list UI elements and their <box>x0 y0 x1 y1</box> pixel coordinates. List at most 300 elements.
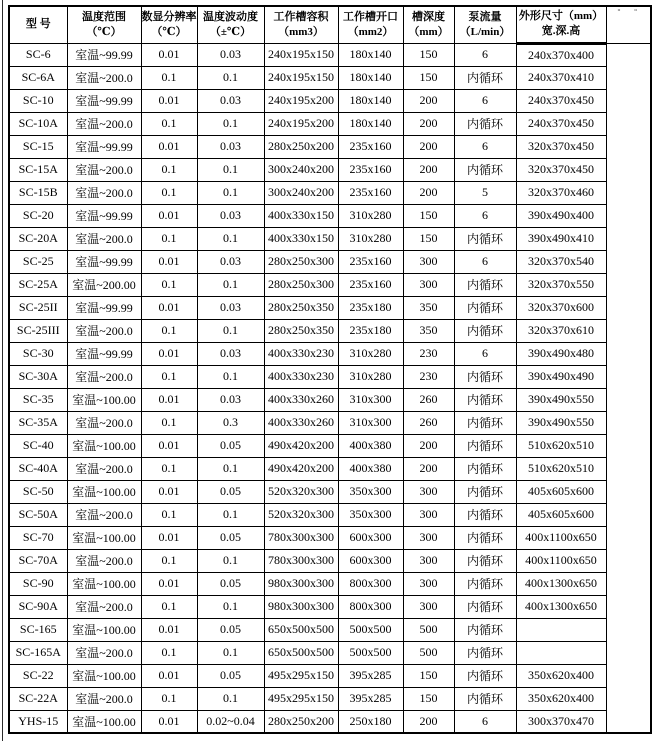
cell-resolution: 0.1 <box>141 112 197 135</box>
cell-tank-opening: 350x300 <box>338 503 403 526</box>
table-row <box>9 342 651 365</box>
cell-outer-dims: 510x620x510 <box>516 457 606 480</box>
cell-tank-volume: 400x330x230 <box>264 342 338 365</box>
cell-fluctuation: 0.1 <box>197 365 264 388</box>
cell-tank-opening: 395x285 <box>338 664 403 687</box>
cell-resolution: 0.01 <box>141 89 197 112</box>
cell-fluctuation: 0.1 <box>197 595 264 618</box>
cell-tank-depth: 300 <box>403 480 454 503</box>
cell-tank-opening: 400x380 <box>338 434 403 457</box>
cell-outer-dims: 390x490x550 <box>516 411 606 434</box>
cell-outer-dims <box>516 618 606 641</box>
cell-pump-flow: 6 <box>454 710 516 733</box>
cell-tank-opening: 235x180 <box>338 296 403 319</box>
cell-tank-depth: 300 <box>403 273 454 296</box>
cell-tank-depth: 350 <box>403 296 454 319</box>
cell-model: SC-15 <box>9 135 67 158</box>
cell-fluctuation: 0.1 <box>197 457 264 480</box>
cell-tank-volume: 400x330x230 <box>264 365 338 388</box>
table-row <box>9 43 651 66</box>
cell-fluctuation: 0.1 <box>197 549 264 572</box>
cell-tank-volume: 650x500x500 <box>264 641 338 664</box>
cell-tank-depth: 260 <box>403 388 454 411</box>
cell-outer-dims: 350x620x400 <box>516 687 606 710</box>
cell-model: SC-40A <box>9 457 67 480</box>
cell-tank-depth: 300 <box>403 526 454 549</box>
cell-tank-opening: 395x285 <box>338 687 403 710</box>
cell-pump-flow: 6 <box>454 250 516 273</box>
cell-tank-volume: 240x195x200 <box>264 112 338 135</box>
cell-tank-depth: 200 <box>403 112 454 135</box>
cell-tank-volume: 300x240x200 <box>264 158 338 181</box>
table-row <box>9 158 651 181</box>
cell-model: SC-20 <box>9 204 67 227</box>
cell-model: SC-25III <box>9 319 67 342</box>
cell-outer-dims: 240x370x400 <box>516 43 606 66</box>
table-row <box>9 365 651 388</box>
cell-resolution: 0.1 <box>141 365 197 388</box>
cell-temp-range: 室温~200.0 <box>67 158 141 181</box>
cell-tank-opening: 600x300 <box>338 526 403 549</box>
table-row <box>9 503 651 526</box>
cell-tank-volume: 280x250x200 <box>264 710 338 733</box>
cell-tank-opening: 180x140 <box>338 112 403 135</box>
cell-model: SC-15A <box>9 158 67 181</box>
cell-tank-depth: 500 <box>403 618 454 641</box>
cell-outer-dims: 400x1300x650 <box>516 572 606 595</box>
table-row <box>9 319 651 342</box>
cell-resolution: 0.1 <box>141 595 197 618</box>
cell-tank-opening: 500x500 <box>338 618 403 641</box>
cell-resolution: 0.01 <box>141 43 197 66</box>
cell-tank-opening: 235x160 <box>338 273 403 296</box>
cell-resolution: 0.1 <box>141 66 197 89</box>
cell-outer-dims: 320x370x610 <box>516 319 606 342</box>
col-header-pump-flow: 泵流量 （L/min） <box>454 6 516 43</box>
cell-outer-dims: 390x490x480 <box>516 342 606 365</box>
cell-pump-flow: 内循环 <box>454 526 516 549</box>
cell-fluctuation: 0.05 <box>197 618 264 641</box>
table-row <box>9 480 651 503</box>
cell-tank-opening: 400x380 <box>338 457 403 480</box>
cell-tank-depth: 500 <box>403 641 454 664</box>
cell-model: SC-15B <box>9 181 67 204</box>
cell-resolution: 0.1 <box>141 181 197 204</box>
cell-outer-dims: 320x370x450 <box>516 135 606 158</box>
cell-temp-range: 室温~100.00 <box>67 388 141 411</box>
cell-resolution: 0.01 <box>141 204 197 227</box>
cell-tank-depth: 300 <box>403 572 454 595</box>
cell-temp-range: 室温~200.0 <box>67 549 141 572</box>
cell-pump-flow: 内循环 <box>454 273 516 296</box>
cell-temp-range: 室温~100.00 <box>67 618 141 641</box>
table-row <box>9 618 651 641</box>
cell-resolution: 0.1 <box>141 273 197 296</box>
cell-pump-flow: 内循环 <box>454 572 516 595</box>
cell-resolution: 0.01 <box>141 526 197 549</box>
cell-temp-range: 室温~100.00 <box>67 710 141 733</box>
cell-pump-flow: 内循环 <box>454 618 516 641</box>
cell-pump-flow: 6 <box>454 43 516 66</box>
cell-pump-flow: 内循环 <box>454 411 516 434</box>
cell-pump-flow: 内循环 <box>454 503 516 526</box>
table-row <box>9 641 651 664</box>
table-row <box>9 135 651 158</box>
cell-model: SC-25II <box>9 296 67 319</box>
cell-outer-dims: 240x370x450 <box>516 89 606 112</box>
cell-tank-volume: 980x300x300 <box>264 595 338 618</box>
cell-tank-volume: 280x250x350 <box>264 319 338 342</box>
cell-tank-volume: 490x420x200 <box>264 457 338 480</box>
cell-tank-opening: 800x300 <box>338 572 403 595</box>
cell-tank-depth: 200 <box>403 710 454 733</box>
cell-resolution: 0.01 <box>141 664 197 687</box>
cell-fluctuation: 0.03 <box>197 296 264 319</box>
cell-tank-volume: 520x320x300 <box>264 480 338 503</box>
table-row <box>9 273 651 296</box>
cell-tank-opening: 310x280 <box>338 365 403 388</box>
cell-resolution: 0.01 <box>141 572 197 595</box>
cell-temp-range: 室温~100.00 <box>67 526 141 549</box>
cell-outer-dims: 240x370x450 <box>516 112 606 135</box>
cell-tank-opening: 310x280 <box>338 204 403 227</box>
cell-resolution: 0.1 <box>141 641 197 664</box>
cell-fluctuation: 0.05 <box>197 434 264 457</box>
cell-resolution: 0.01 <box>141 480 197 503</box>
cell-outer-dims: 400x1100x650 <box>516 526 606 549</box>
cell-resolution: 0.01 <box>141 618 197 641</box>
cell-tank-volume: 300x240x200 <box>264 181 338 204</box>
cell-fluctuation: 0.05 <box>197 572 264 595</box>
cell-tank-volume: 980x300x300 <box>264 572 338 595</box>
cell-fluctuation: 0.1 <box>197 503 264 526</box>
cell-tank-volume: 400x330x150 <box>264 227 338 250</box>
cell-pump-flow: 5 <box>454 181 516 204</box>
cell-outer-dims: 320x370x550 <box>516 273 606 296</box>
table-row <box>9 526 651 549</box>
cell-model: SC-10A <box>9 112 67 135</box>
cell-fluctuation: 0.1 <box>197 273 264 296</box>
cell-model: SC-90A <box>9 595 67 618</box>
cell-resolution: 0.1 <box>141 411 197 434</box>
cell-tank-depth: 260 <box>403 411 454 434</box>
cell-temp-range: 室温~100.00 <box>67 480 141 503</box>
cell-fluctuation: 0.3 <box>197 411 264 434</box>
cell-model: SC-25A <box>9 273 67 296</box>
cell-temp-range: 室温~200.0 <box>67 112 141 135</box>
cell-tank-depth: 200 <box>403 135 454 158</box>
table-row <box>9 388 651 411</box>
cell-fluctuation: 0.03 <box>197 135 264 158</box>
cell-model: YHS-15 <box>9 710 67 733</box>
cell-tank-volume: 280x250x300 <box>264 250 338 273</box>
cell-outer-dims: 240x370x410 <box>516 66 606 89</box>
cell-tank-opening: 180x140 <box>338 43 403 66</box>
cell-resolution: 0.01 <box>141 388 197 411</box>
cell-model: SC-22 <box>9 664 67 687</box>
col-header-fluctuation: 温度波动度 （±℃） <box>197 6 264 43</box>
cell-temp-range: 室温~99.99 <box>67 342 141 365</box>
cell-tank-opening: 310x300 <box>338 411 403 434</box>
cell-tank-volume: 650x500x500 <box>264 618 338 641</box>
cell-temp-range: 室温~200.0 <box>67 181 141 204</box>
cell-fluctuation: 0.05 <box>197 526 264 549</box>
cell-outer-dims: 320x370x540 <box>516 250 606 273</box>
cell-tank-volume: 280x250x300 <box>264 273 338 296</box>
cell-temp-range: 室温~99.99 <box>67 250 141 273</box>
cell-outer-dims <box>516 641 606 664</box>
cell-tank-volume: 240x195x150 <box>264 66 338 89</box>
cell-resolution: 0.1 <box>141 687 197 710</box>
cell-outer-dims: 390x490x410 <box>516 227 606 250</box>
cell-temp-range: 室温~200.00 <box>67 273 141 296</box>
table-row <box>9 434 651 457</box>
cell-temp-range: 室温~100.00 <box>67 664 141 687</box>
col-header-tank-volume: 工作槽容积 （mm3） <box>264 6 338 43</box>
cell-resolution: 0.1 <box>141 503 197 526</box>
cell-model: SC-35 <box>9 388 67 411</box>
col-header-outer-dims: 外形尺寸（mm） 宽.深.高 <box>516 6 606 43</box>
cell-temp-range: 室温~99.99 <box>67 43 141 66</box>
cell-pump-flow: 内循环 <box>454 388 516 411</box>
cell-fluctuation: 0.05 <box>197 664 264 687</box>
table-row <box>9 250 651 273</box>
cell-pump-flow: 内循环 <box>454 296 516 319</box>
cell-tank-depth: 150 <box>403 66 454 89</box>
cell-tank-depth: 200 <box>403 158 454 181</box>
cell-tank-depth: 300 <box>403 250 454 273</box>
cell-temp-range: 室温~200.0 <box>67 641 141 664</box>
cell-pump-flow: 内循环 <box>454 66 516 89</box>
table-row <box>9 687 651 710</box>
cell-pump-flow: 内循环 <box>454 549 516 572</box>
cell-temp-range: 室温~99.99 <box>67 89 141 112</box>
cell-tank-volume: 280x250x200 <box>264 135 338 158</box>
cell-pump-flow: 内循环 <box>454 158 516 181</box>
cell-resolution: 0.1 <box>141 319 197 342</box>
cell-fluctuation: 0.1 <box>197 687 264 710</box>
cell-fluctuation: 0.03 <box>197 43 264 66</box>
table-row <box>9 227 651 250</box>
cell-tank-depth: 230 <box>403 342 454 365</box>
cell-model: SC-70A <box>9 549 67 572</box>
cell-outer-dims: 400x1300x650 <box>516 595 606 618</box>
cell-model: SC-30A <box>9 365 67 388</box>
cell-fluctuation: 0.1 <box>197 641 264 664</box>
cell-outer-dims: 350x620x400 <box>516 664 606 687</box>
cell-tank-volume: 240x195x150 <box>264 43 338 66</box>
cell-pump-flow: 6 <box>454 89 516 112</box>
table-row <box>9 549 651 572</box>
table-row <box>9 595 651 618</box>
cell-model: SC-25 <box>9 250 67 273</box>
cell-fluctuation: 0.1 <box>197 112 264 135</box>
cell-outer-dims: 405x605x600 <box>516 503 606 526</box>
cell-tank-opening: 350x300 <box>338 480 403 503</box>
cell-fluctuation: 0.1 <box>197 66 264 89</box>
cell-tank-depth: 200 <box>403 89 454 112</box>
cell-tank-opening: 500x500 <box>338 641 403 664</box>
cell-model: SC-70 <box>9 526 67 549</box>
cell-temp-range: 室温~200.0 <box>67 595 141 618</box>
cell-tank-volume: 495x295x150 <box>264 664 338 687</box>
cell-tank-opening: 310x280 <box>338 227 403 250</box>
cell-outer-dims: 390x490x400 <box>516 204 606 227</box>
cell-resolution: 0.01 <box>141 250 197 273</box>
cell-temp-range: 室温~200.0 <box>67 227 141 250</box>
cell-temp-range: 室温~100.00 <box>67 572 141 595</box>
cell-temp-range: 室温~200.0 <box>67 319 141 342</box>
cell-model: SC-90 <box>9 572 67 595</box>
cell-model: SC-20A <box>9 227 67 250</box>
cell-model: SC-165A <box>9 641 67 664</box>
cell-tank-depth: 150 <box>403 664 454 687</box>
cell-resolution: 0.01 <box>141 135 197 158</box>
cell-temp-range: 室温~200.0 <box>67 365 141 388</box>
cell-model: SC-35A <box>9 411 67 434</box>
cell-pump-flow: 6 <box>454 342 516 365</box>
cell-outer-dims: 300x370x470 <box>516 710 606 733</box>
col-header-tank-depth: 槽深度 （mm） <box>403 6 454 43</box>
cell-resolution: 0.01 <box>141 296 197 319</box>
cell-model: SC-22A <box>9 687 67 710</box>
cell-outer-dims: 400x1100x650 <box>516 549 606 572</box>
cell-fluctuation: 0.03 <box>197 388 264 411</box>
cell-model: SC-40 <box>9 434 67 457</box>
cutoff-glyph-fragments: ¨ ¨ <box>617 8 643 17</box>
cell-tank-depth: 150 <box>403 687 454 710</box>
cell-temp-range: 室温~200.0 <box>67 687 141 710</box>
cell-tank-depth: 150 <box>403 204 454 227</box>
cell-tank-opening: 235x160 <box>338 250 403 273</box>
cell-outer-dims: 390x490x490 <box>516 365 606 388</box>
cell-outer-dims: 510x620x510 <box>516 434 606 457</box>
cell-outer-dims: 320x370x460 <box>516 181 606 204</box>
cell-tank-volume: 495x295x150 <box>264 687 338 710</box>
cell-pump-flow: 内循环 <box>454 365 516 388</box>
cell-model: SC-165 <box>9 618 67 641</box>
cell-tank-depth: 150 <box>403 43 454 66</box>
cell-tank-volume: 780x300x300 <box>264 549 338 572</box>
cell-model: SC-50A <box>9 503 67 526</box>
cell-tank-depth: 300 <box>403 503 454 526</box>
cell-pump-flow: 内循环 <box>454 457 516 480</box>
cell-outer-dims: 320x370x450 <box>516 158 606 181</box>
cell-model: SC-6A <box>9 66 67 89</box>
cell-pump-flow: 内循环 <box>454 687 516 710</box>
table-row <box>9 181 651 204</box>
cell-temp-range: 室温~99.99 <box>67 204 141 227</box>
cell-resolution: 0.1 <box>141 227 197 250</box>
cell-pump-flow: 内循环 <box>454 112 516 135</box>
cell-fluctuation: 0.02~0.04 <box>197 710 264 733</box>
col-header-tank-opening: 工作槽开口 （mm2） <box>338 6 403 43</box>
cell-pump-flow: 内循环 <box>454 595 516 618</box>
table-row <box>9 411 651 434</box>
table-row <box>9 204 651 227</box>
cell-model: SC-30 <box>9 342 67 365</box>
cell-tank-depth: 300 <box>403 595 454 618</box>
cell-pump-flow: 内循环 <box>454 227 516 250</box>
cell-fluctuation: 0.1 <box>197 319 264 342</box>
table-row <box>9 66 651 89</box>
cell-tank-depth: 200 <box>403 181 454 204</box>
spec-table <box>8 5 652 734</box>
cell-temp-range: 室温~100.00 <box>67 434 141 457</box>
cell-tank-volume: 400x330x260 <box>264 388 338 411</box>
cell-fluctuation: 0.03 <box>197 250 264 273</box>
cell-pump-flow: 6 <box>454 204 516 227</box>
cell-pump-flow: 6 <box>454 135 516 158</box>
cell-tank-depth: 230 <box>403 365 454 388</box>
table-row <box>9 572 651 595</box>
table-row <box>9 710 651 733</box>
table-row <box>9 296 651 319</box>
cell-tank-depth: 350 <box>403 319 454 342</box>
cell-resolution: 0.01 <box>141 710 197 733</box>
cell-model: SC-10 <box>9 89 67 112</box>
cell-resolution: 0.1 <box>141 158 197 181</box>
cell-resolution: 0.1 <box>141 549 197 572</box>
table-row <box>9 89 651 112</box>
cell-tank-depth: 200 <box>403 457 454 480</box>
cell-temp-range: 室温~99.99 <box>67 296 141 319</box>
cell-outer-dims: 405x605x600 <box>516 480 606 503</box>
page-edge-line <box>2 0 3 741</box>
header-row <box>9 6 651 43</box>
cell-pump-flow: 内循环 <box>454 664 516 687</box>
cell-temp-range: 室温~200.0 <box>67 411 141 434</box>
cell-tank-depth: 150 <box>403 227 454 250</box>
cell-model: SC-50 <box>9 480 67 503</box>
cell-tank-opening: 250x180 <box>338 710 403 733</box>
table-row <box>9 457 651 480</box>
cell-temp-range: 室温~200.0 <box>67 503 141 526</box>
cell-temp-range: 室温~200.0 <box>67 66 141 89</box>
cutoff-column-cell <box>606 6 651 43</box>
cell-tank-opening: 800x300 <box>338 595 403 618</box>
cell-tank-opening: 235x160 <box>338 158 403 181</box>
cell-resolution: 0.01 <box>141 342 197 365</box>
table-row <box>9 664 651 687</box>
cell-pump-flow: 内循环 <box>454 434 516 457</box>
cell-tank-volume: 280x250x350 <box>264 296 338 319</box>
cell-fluctuation: 0.03 <box>197 342 264 365</box>
cell-tank-opening: 235x180 <box>338 319 403 342</box>
cell-fluctuation: 0.03 <box>197 204 264 227</box>
cell-tank-opening: 235x160 <box>338 135 403 158</box>
cell-model: SC-6 <box>9 43 67 66</box>
cell-tank-opening: 310x280 <box>338 342 403 365</box>
cell-tank-volume: 520x320x300 <box>264 503 338 526</box>
cell-temp-range: 室温~200.0 <box>67 457 141 480</box>
cell-tank-volume: 400x330x260 <box>264 411 338 434</box>
cell-tank-depth: 300 <box>403 549 454 572</box>
cell-fluctuation: 0.05 <box>197 480 264 503</box>
cell-temp-range: 室温~99.99 <box>67 135 141 158</box>
cell-outer-dims: 320x370x600 <box>516 296 606 319</box>
col-header-model: 型 号 <box>9 6 67 43</box>
cell-tank-depth: 200 <box>403 434 454 457</box>
cell-tank-volume: 490x420x200 <box>264 434 338 457</box>
cell-tank-opening: 235x160 <box>338 181 403 204</box>
cell-fluctuation: 0.1 <box>197 227 264 250</box>
cell-tank-volume: 780x300x300 <box>264 526 338 549</box>
col-header-temp-range: 温度范围 （℃） <box>67 6 141 43</box>
cell-resolution: 0.1 <box>141 457 197 480</box>
cell-tank-opening: 600x300 <box>338 549 403 572</box>
cell-tank-opening: 180x140 <box>338 66 403 89</box>
